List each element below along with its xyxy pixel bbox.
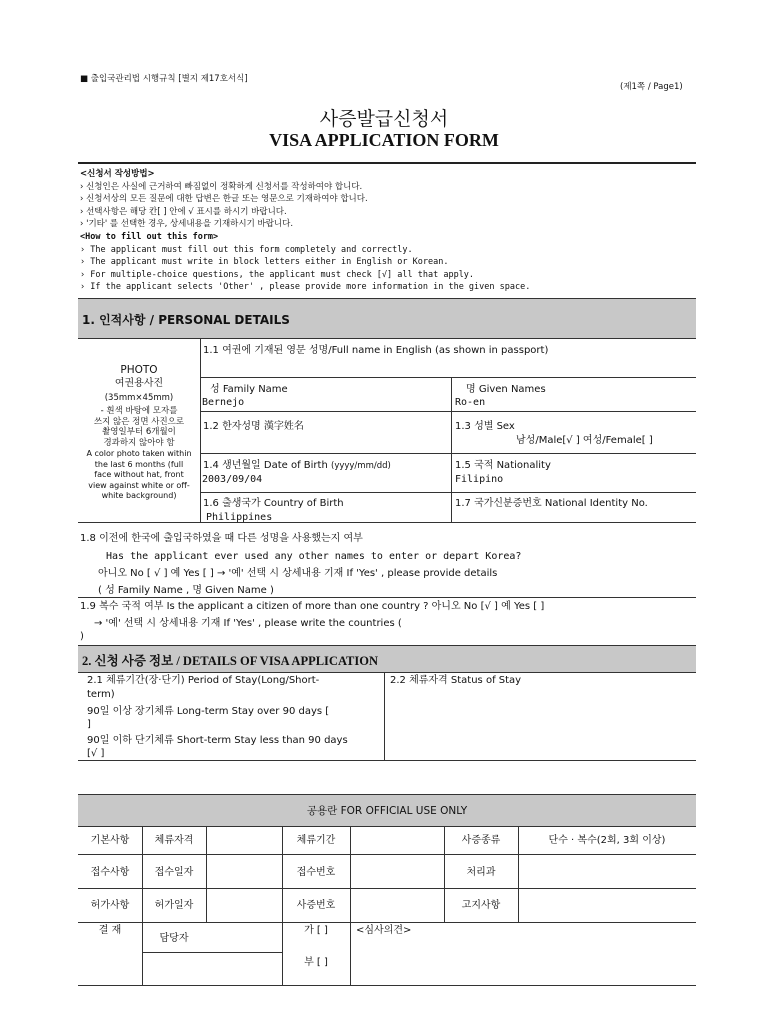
official-permit-date-label: 허가일자 bbox=[154, 900, 194, 911]
birth-country-label: 1.6 출생국가 Country of Birth bbox=[203, 498, 344, 509]
section2-divider bbox=[384, 672, 385, 760]
grid-line bbox=[206, 826, 207, 922]
short-term-option[interactable]: 90일 이하 단기체류 Short-term Stay less than 90 days bbox=[87, 735, 348, 746]
grid-line bbox=[200, 411, 696, 412]
grid-line bbox=[78, 597, 696, 598]
official-basic-label: 기본사항 bbox=[90, 835, 130, 846]
grid-line bbox=[78, 922, 696, 923]
official-permit-label: 허가사항 bbox=[90, 900, 130, 911]
national-id-label: 1.7 국가신분증번호 National Identity No. bbox=[455, 498, 648, 509]
photo-note-en-5: white background) bbox=[101, 491, 177, 500]
long-term-bracket: ] bbox=[87, 719, 91, 730]
instruction-ko-3: › 선택사항은 해당 칸[ ] 안에 √ 표시를 하시기 바랍니다. bbox=[80, 206, 287, 217]
title-english: VISA APPLICATION FORM bbox=[269, 130, 499, 150]
page-indicator: (제1쪽 / Page1) bbox=[620, 82, 683, 92]
q18-question-en: Has the applicant ever used any other names to enter or depart Korea? bbox=[106, 551, 522, 562]
q18-name-line[interactable]: ( 성 Family Name , 명 Given Name ) bbox=[98, 585, 274, 596]
dob-field[interactable]: 2003/09/04 bbox=[202, 474, 263, 485]
official-approve-option: 가 [ ] bbox=[304, 925, 328, 936]
photo-note-ko-1: - 흰색 바탕에 모자를 bbox=[100, 406, 178, 416]
photo-note-en-1: A color photo taken within bbox=[86, 449, 192, 458]
short-term-check[interactable]: [√ ] bbox=[87, 748, 105, 759]
official-approval-label: 결 재 bbox=[98, 925, 122, 936]
official-period-label: 체류기간 bbox=[296, 835, 336, 846]
photo-note-en-4: view against white or off- bbox=[88, 480, 190, 490]
q19-close: ) bbox=[80, 631, 84, 642]
photo-note-en-2: the last 6 months (full bbox=[94, 459, 184, 469]
grid-line bbox=[78, 985, 696, 986]
instruction-en-4: › If the applicant selects 'Other' , please provide more information in the given space. bbox=[80, 282, 531, 293]
instruction-ko-4: › '기타' 를 선택한 경우, 상세내용을 기재하시기 바랍니다. bbox=[80, 219, 294, 230]
official-dept-label: 처리과 bbox=[466, 867, 496, 878]
dob-format: (yyyy/mm/dd) bbox=[331, 461, 391, 471]
grid-line bbox=[200, 492, 696, 493]
sex-label: 1.3 성별 Sex bbox=[455, 421, 515, 432]
title-divider bbox=[78, 162, 696, 164]
grid-line bbox=[142, 952, 282, 953]
family-name-label: 성 Family Name bbox=[210, 384, 288, 395]
q19-detail[interactable]: → '예' 선택 시 상세내용 기재 If 'Yes' , please write the countries ( bbox=[94, 618, 402, 629]
official-visa-type-label: 사증종류 bbox=[461, 835, 501, 846]
official-opinion-label: <심사의견> bbox=[356, 925, 412, 936]
full-name-label: 1.1 여권에 기재된 영문 성명/Full name in English (as shown in passport) bbox=[203, 345, 549, 356]
section2-title: 2. 신청 사증 정보 / DETAILS OF VISA APPLICATION bbox=[82, 654, 378, 668]
section1-band bbox=[78, 298, 696, 339]
official-reject-option: 부 [ ] bbox=[304, 957, 328, 968]
official-receipt-date-label: 접수일자 bbox=[154, 867, 194, 878]
photo-divider bbox=[200, 338, 201, 522]
dob-label bbox=[203, 459, 391, 473]
official-officer-label: 담당자 bbox=[159, 933, 189, 944]
official-visa-type-options: 단수 · 복수(2회, 3회 이상) bbox=[548, 835, 666, 846]
official-status-label: 체류자격 bbox=[154, 835, 194, 846]
sex-options[interactable]: 남성/Male[√ ] 여성/Female[ ] bbox=[516, 435, 653, 446]
instructions-ko-heading: <신청서 작성방법> bbox=[80, 169, 155, 179]
photo-label: PHOTO bbox=[120, 364, 158, 376]
grid-line bbox=[78, 522, 696, 523]
grid-line bbox=[350, 826, 351, 985]
regulation-text: ■ 출입국관리법 시행규칙 [별지 제17호서식] bbox=[80, 74, 248, 84]
official-title: 공용란 FOR OFFICIAL USE ONLY bbox=[306, 805, 468, 817]
period-label-2: term) bbox=[87, 689, 115, 700]
photo-note-ko-2: 쓰지 않은 정면 사진으로 bbox=[93, 416, 185, 427]
q18-question-ko: 1.8 이전에 한국에 출입국하였을 때 다른 성명을 사용했는지 여부 bbox=[80, 533, 363, 544]
grid-line bbox=[78, 854, 696, 855]
nationality-field[interactable]: Filipino bbox=[455, 474, 504, 485]
official-receipt-label: 접수사항 bbox=[90, 867, 130, 878]
given-name-field[interactable]: Ro-en bbox=[455, 397, 486, 408]
instructions bbox=[80, 168, 692, 294]
nationality-label: 1.5 국적 Nationality bbox=[455, 460, 551, 471]
grid-line bbox=[200, 377, 696, 378]
mid-divider bbox=[451, 377, 452, 522]
instruction-en-1: › The applicant must fill out this form completely and correctly. bbox=[80, 244, 413, 255]
official-notice-label: 고지사항 bbox=[461, 900, 501, 911]
title-korean: 사증발급신청서 bbox=[319, 108, 449, 130]
instruction-ko-2: › 신청서상의 모든 질문에 대한 답변은 한글 또는 영문으로 기재하여야 합니다. bbox=[80, 194, 368, 205]
section1-title: 1. 인적사항 / PERSONAL DETAILS bbox=[82, 313, 290, 327]
grid-line bbox=[200, 453, 696, 454]
instruction-en-2: › The applicant must write in block letters either in English or Korean. bbox=[80, 257, 449, 268]
official-receipt-no-label: 접수번호 bbox=[296, 867, 336, 878]
given-name-label: 명 Given Names bbox=[466, 384, 546, 395]
photo-size: (35mm×45mm) bbox=[104, 393, 174, 403]
instruction-en-3: › For multiple-choice questions, the applicant must check [√] all that apply. bbox=[80, 269, 475, 280]
chinese-name-label: 1.2 한자성명 漢字姓名 bbox=[203, 421, 304, 432]
photo-placeholder bbox=[78, 364, 200, 502]
grid-line bbox=[78, 760, 696, 761]
dob-label-text: 1.4 생년월일 Date of Birth bbox=[203, 460, 328, 471]
photo-note-en-3: face without hat, front bbox=[94, 470, 184, 479]
photo-note-ko-4: 경과하지 않아야 함 bbox=[103, 437, 175, 448]
photo-ko: 여권용사진 bbox=[114, 378, 164, 389]
instruction-ko-1: › 신청인은 사실에 근거하여 빠짐없이 정확하게 신청서를 작성하여야 합니다. bbox=[80, 181, 363, 192]
family-name-field[interactable]: Bernejo bbox=[202, 397, 245, 408]
grid-line bbox=[78, 888, 696, 889]
long-term-option[interactable]: 90일 이상 장기체류 Long-term Stay over 90 days [ bbox=[87, 706, 330, 717]
official-band bbox=[78, 794, 696, 827]
photo-note-ko-3: 촬영일부터 6개월이 bbox=[102, 427, 176, 437]
section2-band bbox=[78, 645, 696, 673]
instructions-en-heading: <How to fill out this form> bbox=[80, 231, 219, 242]
q19-question[interactable]: 1.9 복수 국적 여부 Is the applicant a citizen of more than one country ? 아니오 No [√ ] 예 Yes [ ] bbox=[80, 601, 545, 612]
birth-country-field[interactable]: Philippines bbox=[206, 512, 273, 523]
period-label-1: 2.1 체류기간(장·단기) Period of Stay(Long/Short- bbox=[87, 675, 320, 686]
status-of-stay-label: 2.2 체류자격 Status of Stay bbox=[390, 675, 522, 686]
official-visa-no-label: 사증번호 bbox=[296, 900, 336, 911]
q18-options[interactable]: 아니오 No [ √ ] 예 Yes [ ] → '예' 선택 시 상세내용 기재 If 'Yes' , please provide details bbox=[98, 568, 498, 579]
